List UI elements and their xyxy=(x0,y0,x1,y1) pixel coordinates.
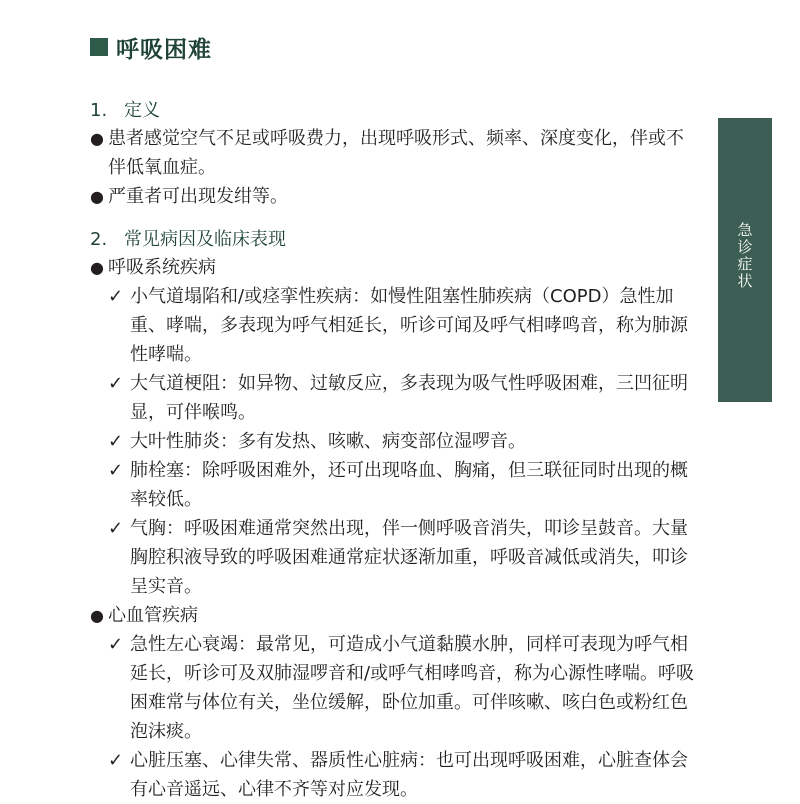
content xyxy=(90,96,700,804)
bullet-icon: ● xyxy=(90,258,104,277)
section-heading xyxy=(90,227,700,253)
page-title-text: 呼吸困难 xyxy=(116,36,212,63)
check-item-text: 肺栓塞：除呼吸困难外，还可出现咯血、胸痛，但三联征同时出现的概率较低。 xyxy=(130,460,688,510)
section-title: 常见病因及临床表现 xyxy=(124,229,286,250)
list-item-text: 患者感觉空气不足或呼吸费力，出现呼吸形式、频率、深度变化，伴或不伴低氧血症。 xyxy=(108,128,684,178)
checkmark-icon: ✓ xyxy=(108,750,124,771)
section-number: 1. xyxy=(90,100,108,121)
section-heading xyxy=(90,98,700,124)
check-item-text: 大气道梗阻：如异物、过敏反应，多表现为吸气性呼吸困难，三凹征明显，可伴喉鸣。 xyxy=(130,373,688,423)
checkmark-icon: ✓ xyxy=(108,634,124,655)
page-title xyxy=(90,30,212,64)
check-item xyxy=(108,369,700,427)
check-item-text: 急性左心衰竭：最常见，可造成小气道黏膜水肿，同样可表现为呼气相延长，听诊可及双肺湿啰音和/或呼气相哮鸣音，称为心源性哮喘。呼吸困难常与体位有关，坐位缓解，卧位加重。可伴咳嗽、咳白色或粉红色泡沫痰。 xyxy=(130,634,695,742)
group-title xyxy=(90,253,700,282)
side-tab xyxy=(718,118,772,402)
checkmark-icon: ✓ xyxy=(108,460,124,481)
section-number: 2. xyxy=(90,229,108,250)
group-title-text: 呼吸系统疾病 xyxy=(108,257,216,278)
bullet-icon: ● xyxy=(90,606,104,625)
side-tab-label: 急诊症状 xyxy=(735,222,754,290)
check-item xyxy=(108,746,700,804)
check-item xyxy=(108,456,700,514)
bullet-icon: ● xyxy=(90,187,104,206)
title-square-icon xyxy=(90,38,108,56)
list-item xyxy=(90,182,700,211)
check-item xyxy=(108,282,700,369)
check-item-text: 心脏压塞、心律失常、器质性心脏病：也可出现呼吸困难，心脏查体会有心音遥远、心律不齐等对应发现。 xyxy=(130,750,688,800)
check-item xyxy=(108,514,700,601)
check-item-text: 气胸：呼吸困难通常突然出现，伴一侧呼吸音消失，叩诊呈鼓音。大量胸腔积液导致的呼吸困难通常症状逐渐加重，呼吸音减低或消失，叩诊呈实音。 xyxy=(130,518,688,597)
check-list xyxy=(108,282,700,601)
checkmark-icon: ✓ xyxy=(108,286,124,307)
check-item-text: 小气道塌陷和/或痉挛性疾病：如慢性阻塞性肺疾病（COPD）急性加重、哮喘，多表现为呼气相延长，听诊可闻及呼气相哮鸣音，称为肺源性哮喘。 xyxy=(130,286,688,365)
checkmark-icon: ✓ xyxy=(108,518,124,539)
checkmark-icon: ✓ xyxy=(108,431,124,452)
check-list xyxy=(108,630,700,804)
section-title: 定义 xyxy=(124,100,160,121)
check-item-text: 大叶性肺炎：多有发热、咳嗽、病变部位湿啰音。 xyxy=(130,431,526,452)
check-item xyxy=(108,630,700,746)
check-item xyxy=(108,427,700,456)
list-item xyxy=(90,124,700,182)
group-title xyxy=(90,601,700,630)
bullet-icon: ● xyxy=(90,129,104,148)
group-title-text: 心血管疾病 xyxy=(108,605,198,626)
list-item-text: 严重者可出现发绀等。 xyxy=(108,186,288,207)
checkmark-icon: ✓ xyxy=(108,373,124,394)
